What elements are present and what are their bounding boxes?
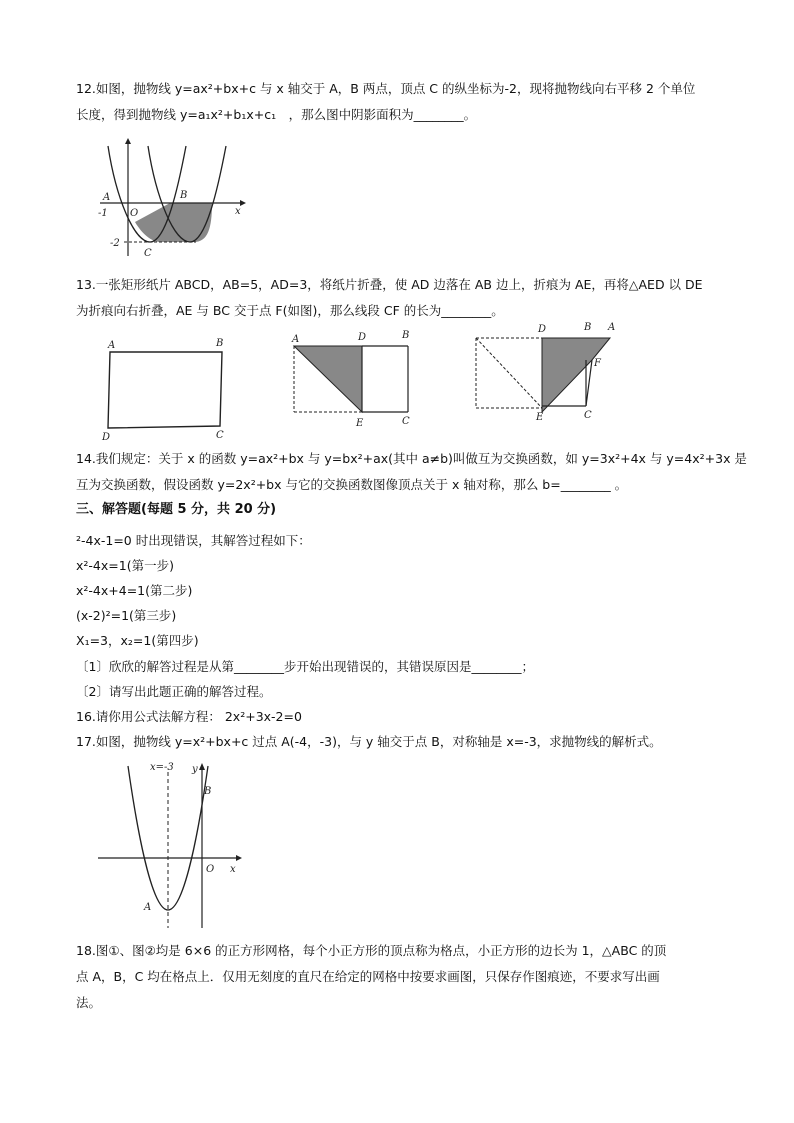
q18-line1: 18.图①、图②均是 6×6 的正方形网格，每个小正方形的顶点称为格点，小正方形的边长为 1，△ABC 的顶	[76, 943, 667, 958]
q12-label-b: B	[180, 190, 188, 201]
q12-label-neg1: -1	[98, 208, 108, 219]
q13-fig1-label-d: D	[102, 432, 111, 443]
q17-label-y: y	[192, 764, 198, 775]
section3-title: 三、解答题(每题 5 分，共 20 分)	[76, 502, 277, 517]
q13-fig3-label-b: B	[584, 322, 592, 333]
q13-fig3-label-a: A	[608, 322, 616, 333]
q17-figure	[96, 760, 256, 932]
q14-line2: 互为交换函数，假设函数 y=2x²+bx 与它的交换函数图像顶点关于 x 轴对称，那么 b=________ 。	[76, 477, 628, 492]
q13-fig2-label-b: B	[402, 330, 410, 341]
q16-text: 16.请你用公式法解方程： 2x²+3x-2=0	[76, 709, 302, 724]
q13-fig2-label-d: D	[358, 332, 367, 343]
q17-label-a: A	[144, 902, 152, 913]
q13-fig2-label-e: E	[356, 418, 364, 429]
q18-line2: 点 A，B，C 均在格点上．仅用无刻度的直尺在给定的网格中按要求画图，只保存作图痕迹，不要求写出画	[76, 969, 660, 984]
q13-fig2-label-c: C	[402, 416, 410, 427]
q13-fig1-label-c: C	[216, 430, 224, 441]
q12-line2: 长度，得到抛物线 y=a₁x²+b₁x+c₁ ，那么图中阴影面积为________。	[76, 107, 477, 122]
q15-sub1: 〔1〕欣欣的解答过程是从第________步开始出现错误的，其错误原因是________；	[76, 659, 534, 674]
q14-line1: 14.我们规定：关于 x 的函数 y=ax²+bx 与 y=bx²+ax(其中 a≠b)叫做互为交换函数，如 y=3x²+4x 与 y=4x²+3x 是	[76, 451, 747, 466]
q15-sub2: 〔2〕请写出此题正确的解答过程。	[76, 684, 272, 699]
q17-text: 17.如图，抛物线 y=x²+bx+c 过点 A(-4，-3)，与 y 轴交于点 B，对称轴是 x=-3，求抛物线的解析式。	[76, 734, 662, 749]
q13-figure-3	[468, 318, 628, 440]
q12-figure	[90, 138, 250, 262]
q13-fig1-label-a: A	[108, 340, 116, 351]
q13-fig3-label-c: C	[584, 410, 592, 421]
q12-label-a: A	[103, 192, 111, 203]
q13-fig2-label-a: A	[292, 334, 300, 345]
q12-label-neg2: -2	[110, 238, 120, 249]
q17-label-axis: x=-3	[150, 762, 174, 773]
q13-fig1-label-b: B	[216, 338, 224, 349]
q15-step3: (x-2)²=1(第三步)	[76, 608, 177, 623]
q13-fig1-rectangle	[108, 352, 222, 428]
q13-fig3-label-d: D	[538, 324, 547, 335]
q12-label-o: O	[130, 208, 139, 219]
q15-step4: X₁=3，x₂=1(第四步)	[76, 633, 199, 648]
q13-fig3-shaded-quad	[542, 338, 610, 412]
q18-line3: 法。	[76, 995, 102, 1010]
q15-intro: ²-4x-1=0 时出现错误，其解答过程如下：	[76, 533, 311, 548]
q13-fig2-shaded-triangle	[294, 346, 362, 412]
q12-label-x: x	[235, 206, 241, 217]
q13-line1: 13.一张矩形纸片 ABCD，AB=5，AD=3，将纸片折叠，使 AD 边落在 AB 边上，折痕为 AE，再将△AED 以 DE	[76, 277, 703, 292]
q13-line2: 为折痕向右折叠，AE 与 BC 交于点 F(如图)，那么线段 CF 的长为________。	[76, 303, 504, 318]
q13-fig3-label-e: E	[536, 412, 544, 423]
q15-step1: x²-4x=1(第一步)	[76, 558, 174, 573]
q17-label-b: B	[204, 786, 212, 797]
q17-label-o: O	[206, 864, 215, 875]
q17-label-x: x	[230, 864, 236, 875]
q12-label-c: C	[144, 248, 152, 259]
q12-shaded-region	[135, 203, 212, 242]
q13-fig3-label-f: F	[594, 358, 601, 369]
q13-figure-1	[98, 336, 238, 446]
q15-step2: x²-4x+4=1(第二步)	[76, 583, 193, 598]
q13-figure-2	[288, 330, 418, 436]
q12-line1: 12.如图，抛物线 y=ax²+bx+c 与 x 轴交于 A，B 两点，顶点 C 的纵坐标为-2，现将抛物线向右平移 2 个单位	[76, 81, 696, 96]
